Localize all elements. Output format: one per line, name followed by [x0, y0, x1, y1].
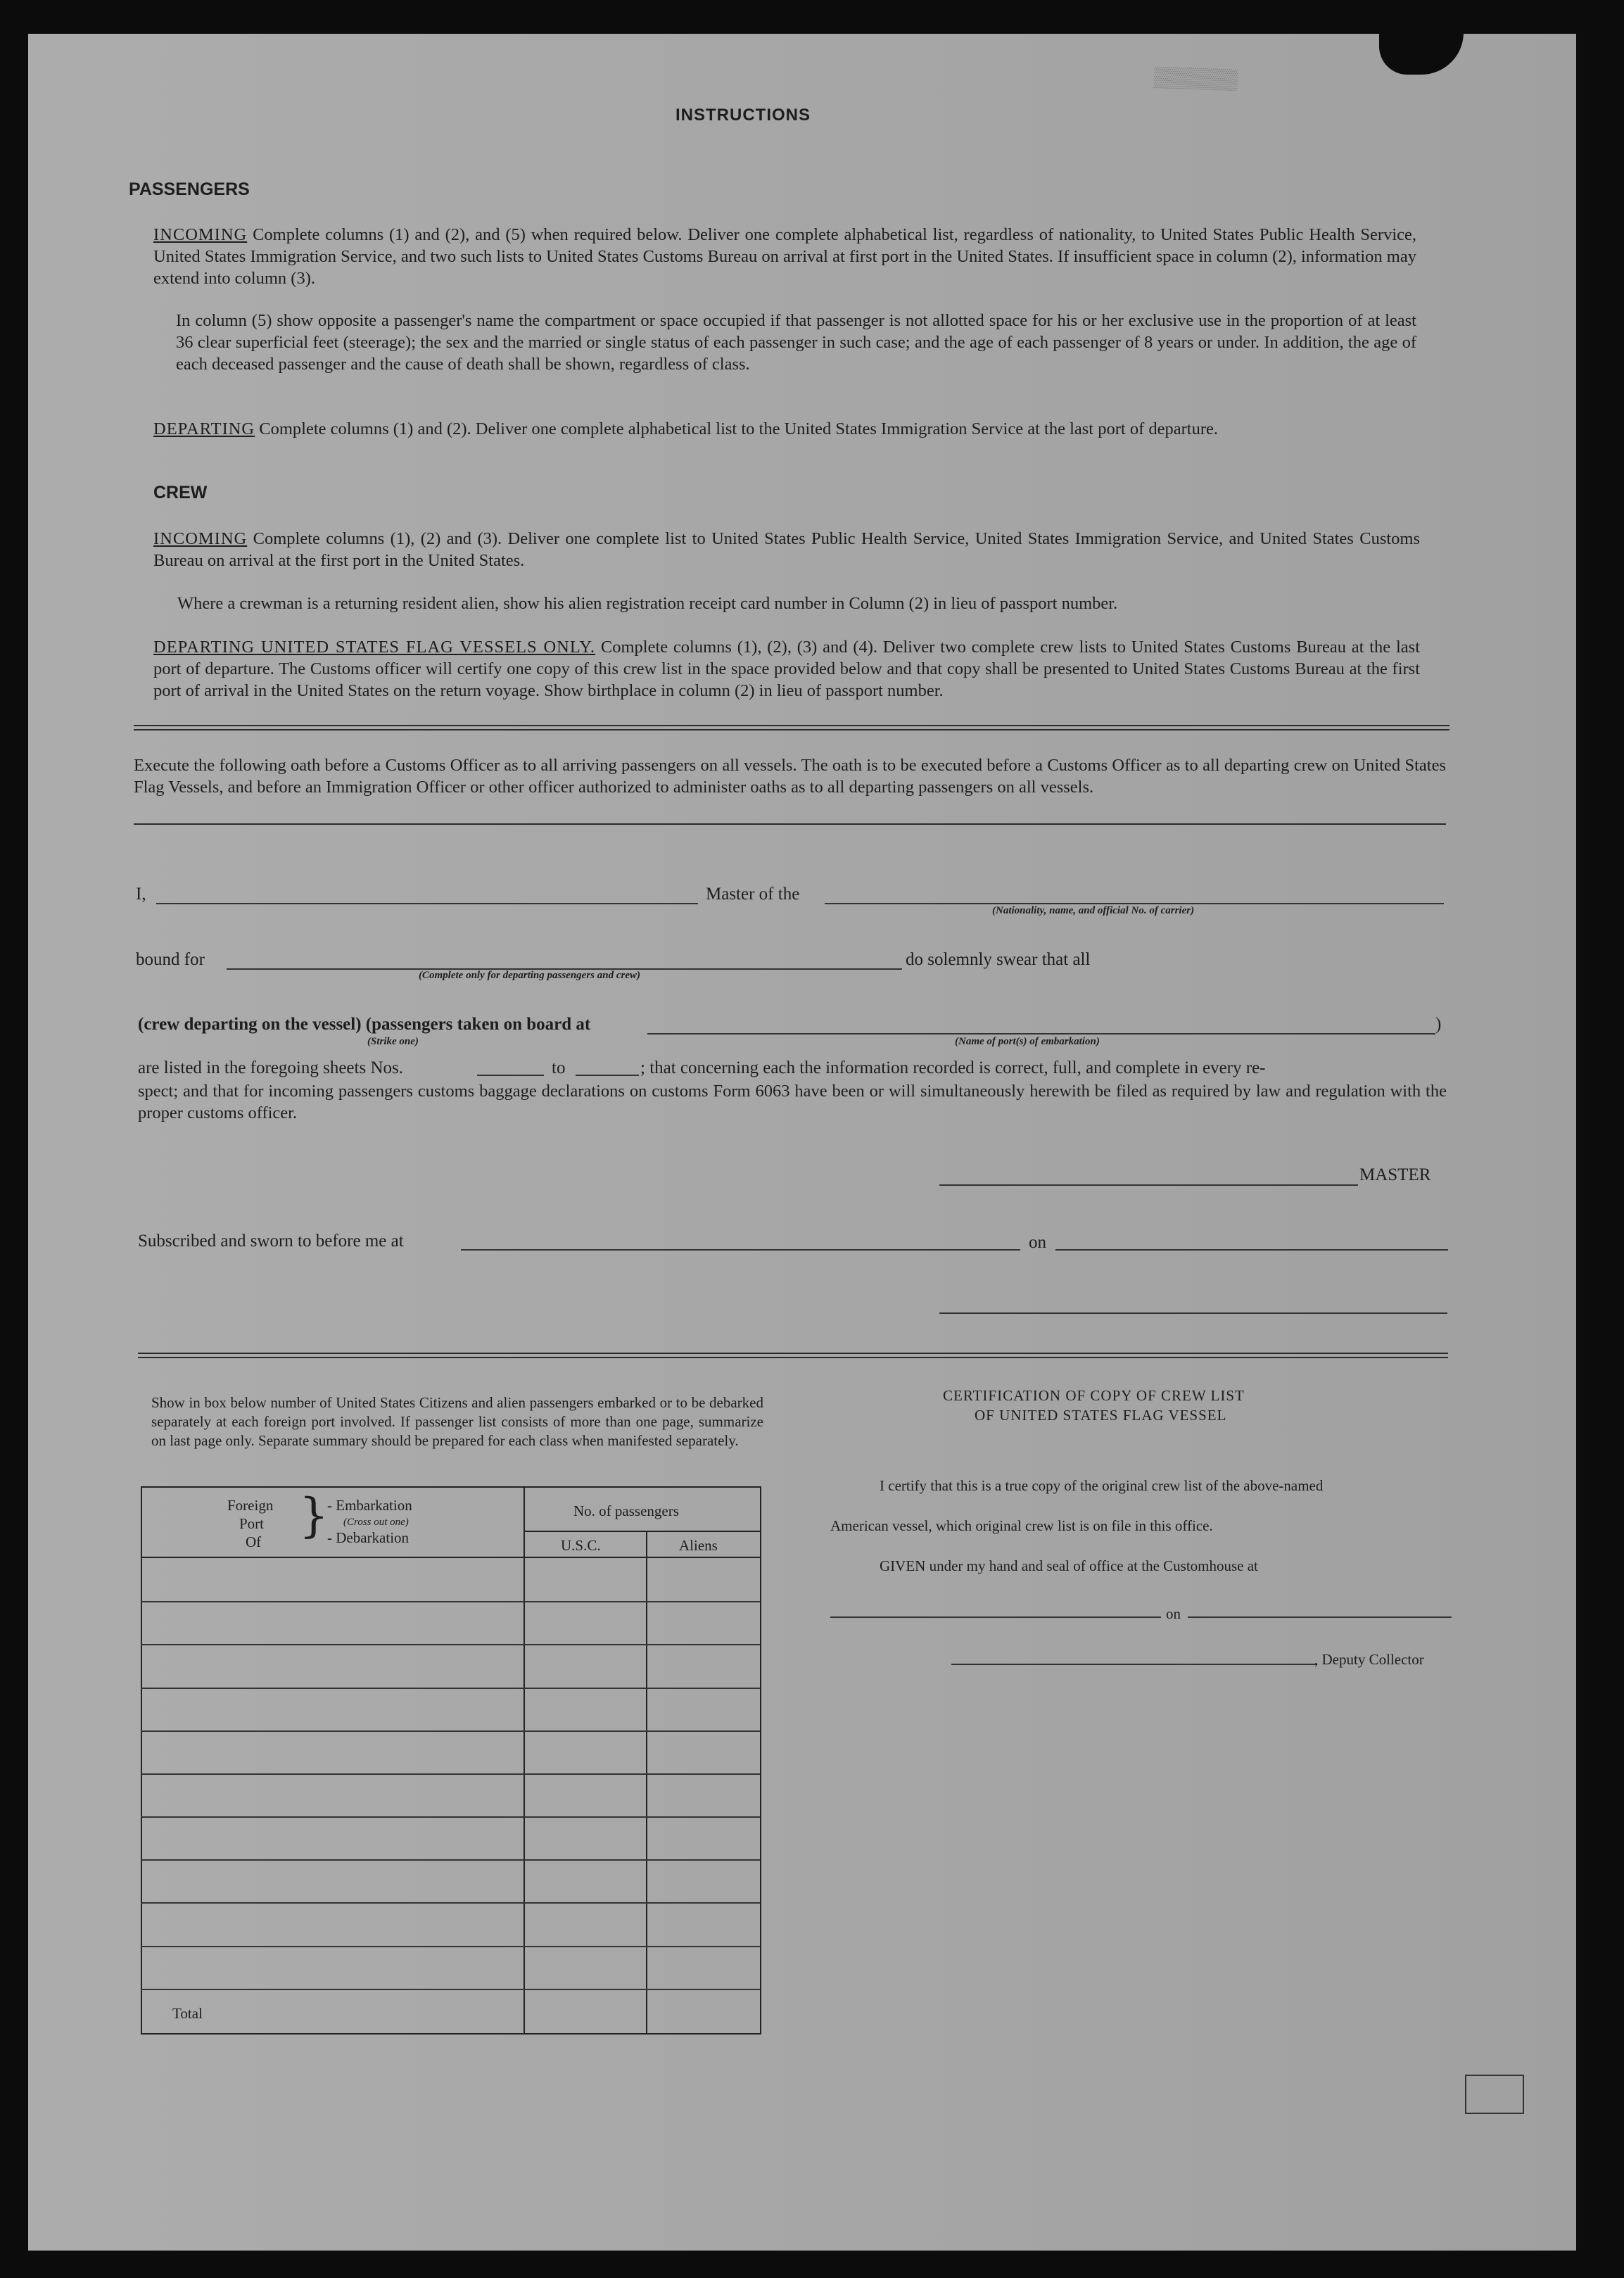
crew-departing-paragraph	[153, 636, 1420, 702]
summary-row-line	[141, 1773, 760, 1775]
officer-signature-field[interactable]	[939, 1312, 1447, 1314]
section-divider	[134, 725, 1449, 730]
port-label-2: Port	[239, 1515, 265, 1532]
passengers-departing-text: Complete columns (1) and (2). Deliver one complete alphabetical list to the United States Immigration Service at the last port of departure.	[259, 419, 1218, 438]
cross-out-caption: (Cross out one)	[343, 1517, 409, 1528]
oath-intro-underline	[134, 823, 1446, 825]
summary-header-line	[141, 1557, 760, 1558]
crew-incoming-paragraph	[153, 528, 1420, 571]
summary-row-line	[141, 1902, 760, 1904]
summary-col-divider-1	[524, 1486, 525, 2033]
summary-row-line	[141, 1816, 760, 1818]
certification-title-2: OF UNITED STATES FLAG VESSEL	[975, 1407, 1227, 1424]
strike-caption: (Strike one)	[367, 1036, 419, 1047]
summary-row-line	[141, 1601, 760, 1602]
port-label-3: Of	[246, 1533, 262, 1550]
page-title: INSTRUCTIONS	[675, 106, 811, 125]
ports-caption: (Name of port(s) of embarkation)	[955, 1036, 1100, 1047]
sworn-date-field[interactable]	[1055, 1249, 1448, 1251]
passengers-incoming-label: INCOMING	[153, 225, 248, 244]
master-name-field[interactable]	[156, 903, 698, 904]
aliens-header: Aliens	[679, 1537, 718, 1554]
crew-heading: CREW	[153, 483, 208, 502]
certification-line-1: I certify that this is a true copy of the original crew list of the above-named	[880, 1477, 1324, 1494]
passengers-incoming-paragraph	[153, 224, 1416, 289]
crew-resident-paragraph: Where a crewman is a returning resident alien, show his alien registration receipt card number in Column (2) in lieu of passport number.	[177, 594, 1118, 613]
no-passengers-header: No. of passengers	[573, 1502, 679, 1519]
oath-i-label: I,	[136, 885, 146, 904]
carrier-field[interactable]	[825, 903, 1444, 904]
passengers-col5-paragraph: In column (5) show opposite a passenger's name the compartment or space occupied if that passenger is not allotted space for his or her exclusive use in the proportion of at least 36 clear superficial feet (steerage); the sex and the married or single status of each passenger in such case; and the age of each passenger of 8 years or under. In addition, the age of each deceased passenger and the cause of death shall be shown, regardless of class.	[176, 311, 1416, 374]
passengers-departing-label: DEPARTING	[153, 419, 255, 438]
summary-col-divider-2	[646, 1531, 647, 2033]
bound-for-label: bound for	[136, 950, 205, 969]
summary-row-line	[141, 1989, 760, 1990]
sheet-to-field[interactable]	[576, 1075, 639, 1076]
summary-row-line	[141, 1688, 760, 1689]
certification-on-label: on	[1166, 1605, 1181, 1622]
listed-paragraph: spect; and that for incoming passengers customs baggage declarations on customs Form 6063 have been or will simultaneously herewith be filed as required by law and regulation with the proper customs officer.	[138, 1082, 1447, 1122]
crew-departing-label: DEPARTING UNITED STATES FLAG VESSELS ONLY.	[153, 638, 596, 657]
section-divider-2	[138, 1353, 1448, 1358]
close-paren: )	[1435, 1015, 1442, 1034]
master-label: MASTER	[1359, 1165, 1431, 1184]
total-label: Total	[172, 2005, 203, 2022]
debarkation-label: - Debarkation	[327, 1529, 410, 1546]
usc-header: U.S.C.	[561, 1537, 601, 1554]
form-number-box	[1465, 2075, 1524, 2114]
listed-continuation: ; that concerning each the information recorded is correct, full, and complete in every re-	[640, 1058, 1266, 1077]
listed-to-label: to	[552, 1058, 566, 1077]
customhouse-field[interactable]	[830, 1616, 1161, 1618]
summary-row-line	[141, 1859, 760, 1861]
summary-table	[141, 1486, 761, 2035]
summary-row-line	[141, 1946, 760, 1947]
subscribed-label: Subscribed and sworn to before me at	[138, 1232, 404, 1251]
certification-line-2: American vessel, which original crew list is on file in this office.	[830, 1517, 1213, 1534]
master-of-label: Master of the	[706, 885, 800, 904]
carrier-caption: (Nationality, name, and official No. of carrier)	[992, 905, 1195, 916]
passengers-heading: PASSENGERS	[129, 179, 250, 199]
passengers-departing-paragraph	[153, 418, 1416, 440]
crew-departing-text: Complete columns (1), (2), (3) and (4). Deliver two complete crew lists to United States Customs Bureau at the last port of departure. The Customs officer will certify one copy of this crew list in the space provided below and that copy shall be presented to United States Customs Bureau at the first port of arrival in the United States on the return voyage. Show birthplace in column (2) in lieu of passport number.	[153, 638, 1420, 700]
brace-icon: }	[299, 1488, 329, 1543]
master-signature-field[interactable]	[939, 1184, 1358, 1186]
ports-field[interactable]	[647, 1033, 1435, 1034]
sworn-place-field[interactable]	[461, 1249, 1020, 1251]
certification-date-field[interactable]	[1188, 1616, 1452, 1618]
certification-title-1: CERTIFICATION OF COPY OF CREW LIST	[943, 1387, 1245, 1404]
bleed-through-stamp: ▒▒▒▒▒▒	[1153, 65, 1238, 91]
deputy-signature-field[interactable]	[951, 1664, 1317, 1665]
sheet-from-field[interactable]	[477, 1075, 544, 1076]
summary-row-line	[141, 1730, 760, 1732]
summary-instructions: Show in box below number of United States Citizens and alien passengers embarked or to be debarked separately at each foreign port involved. If passenger list consists of more than one page, summarize on last page only. Separate summary should be prepared for each class when manifested separately.	[151, 1394, 763, 1449]
port-label-1: Foreign	[227, 1497, 274, 1514]
bound-caption: (Complete only for departing passengers and crew)	[419, 970, 640, 981]
crew-incoming-text: Complete columns (1), (2) and (3). Deliver one complete list to United States Public Health Service, United States Immigration Service, and United States Customs Bureau on arrival at the first port in the United States.	[153, 529, 1420, 570]
swear-label: do solemnly swear that all	[906, 950, 1091, 969]
crew-incoming-label: INCOMING	[153, 529, 248, 548]
listed-label: are listed in the foregoing sheets Nos.	[138, 1058, 403, 1077]
deputy-collector-label: , Deputy Collector	[1314, 1651, 1424, 1668]
certification-line-3: GIVEN under my hand and seal of office at the Customhouse at	[880, 1557, 1258, 1574]
passengers-incoming-text: Complete columns (1) and (2), and (5) when required below. Deliver one complete alphabetical list, regardless of nationality, to United States Public Health Service, United States Immigration Service, and two such lists to United States Customs Bureau on arrival at first port in the United States. If insufficient space in column (2), information may extend into column (3).	[153, 225, 1417, 288]
embarkation-label: - Embarkation	[327, 1497, 412, 1514]
summary-row-line	[141, 1644, 760, 1645]
sworn-on-label: on	[1029, 1233, 1046, 1252]
summary-subheader-line	[524, 1531, 760, 1532]
crew-departing-label: (crew departing on the vessel) (passengers taken on board at	[138, 1015, 591, 1034]
oath-intro: Execute the following oath before a Customs Officer as to all arriving passengers on all vessels. The oath is to be executed before a Customs Officer as to all departing crew on United States Flag Vessels, and before an Immigration Officer or other officer authorized to administer oaths as to all departing passengers on all vessels.	[134, 756, 1446, 797]
